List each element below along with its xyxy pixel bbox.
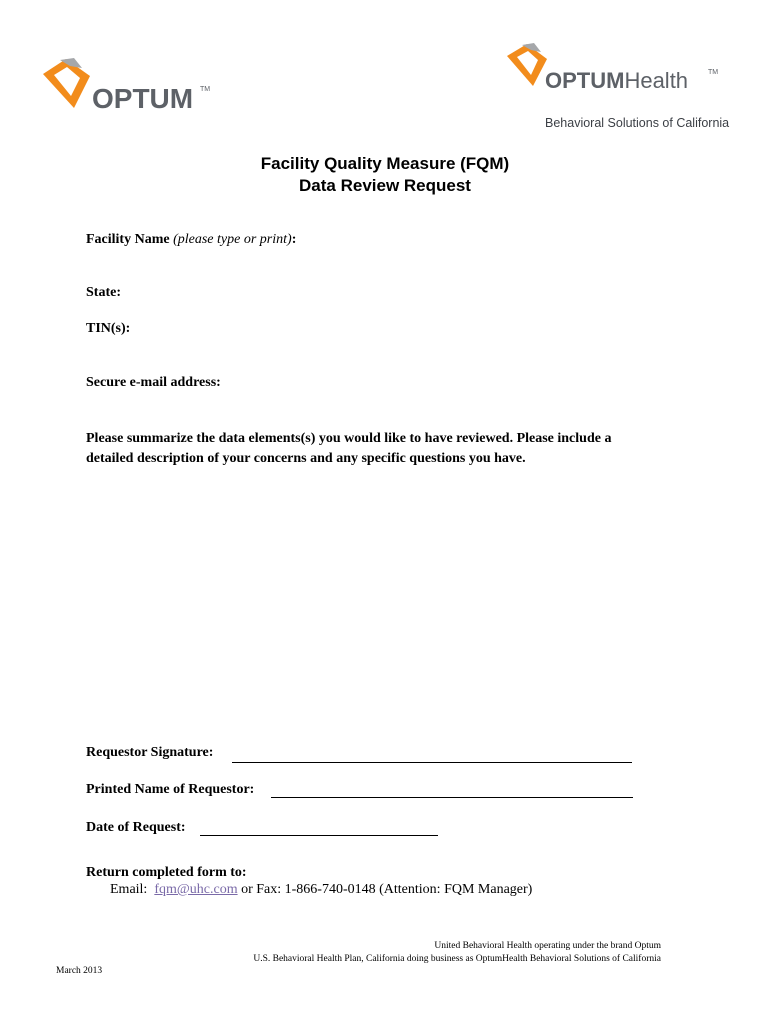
email-prefix: Email: — [110, 882, 148, 897]
facility-name-label: Facility Name (please type or print): — [86, 232, 297, 247]
date-line[interactable] — [200, 835, 438, 836]
optum-mark-icon — [507, 43, 547, 86]
optum-logo — [40, 56, 220, 116]
date-of-request-label: Date of Request: — [86, 820, 186, 835]
footer-line2: U.S. Behavioral Health Plan, California doing business as OptumHealth Behavioral Solutions of California — [253, 954, 661, 964]
signature-line[interactable] — [232, 762, 632, 763]
return-heading: Return completed form to: — [86, 865, 247, 880]
tin-label: TIN(s): — [86, 321, 131, 336]
fax-text: or Fax: 1-866-740-0148 (Attention: FQM Manager) — [237, 882, 533, 897]
footer-line1: United Behavioral Health operating under the brand Optum — [434, 941, 661, 951]
optumhealth-logo — [505, 42, 735, 132]
printed-name-label: Printed Name of Requestor: — [86, 782, 255, 797]
state-label: State: — [86, 285, 121, 300]
facility-name-hint: (please type or print) — [173, 232, 292, 247]
optumhealth-wordmark: OPTUMHealth — [545, 68, 689, 93]
printed-name-line[interactable] — [271, 797, 633, 798]
optum-mark-icon — [43, 58, 90, 108]
return-email-link[interactable]: fqm@uhc.com — [154, 882, 238, 897]
trademark-mark: TM — [200, 86, 211, 93]
summary-instructions: Please summarize the data elements(s) you would like to have reviewed. Please include a detailed description of your concerns and any specific questions you have. — [86, 431, 612, 466]
return-contact — [110, 882, 532, 898]
requestor-signature-label: Requestor Signature: — [86, 745, 214, 760]
optum-wordmark: OPTUM — [92, 83, 194, 114]
secure-email-label: Secure e-mail address: — [86, 375, 221, 390]
footer-date: March 2013 — [56, 966, 103, 976]
logo-subtitle: Behavioral Solutions of California — [545, 116, 730, 130]
form-title-line2: Data Review Request — [299, 176, 471, 195]
form-title-line1: Facility Quality Measure (FQM) — [260, 154, 510, 173]
trademark-mark: TM — [708, 69, 719, 76]
